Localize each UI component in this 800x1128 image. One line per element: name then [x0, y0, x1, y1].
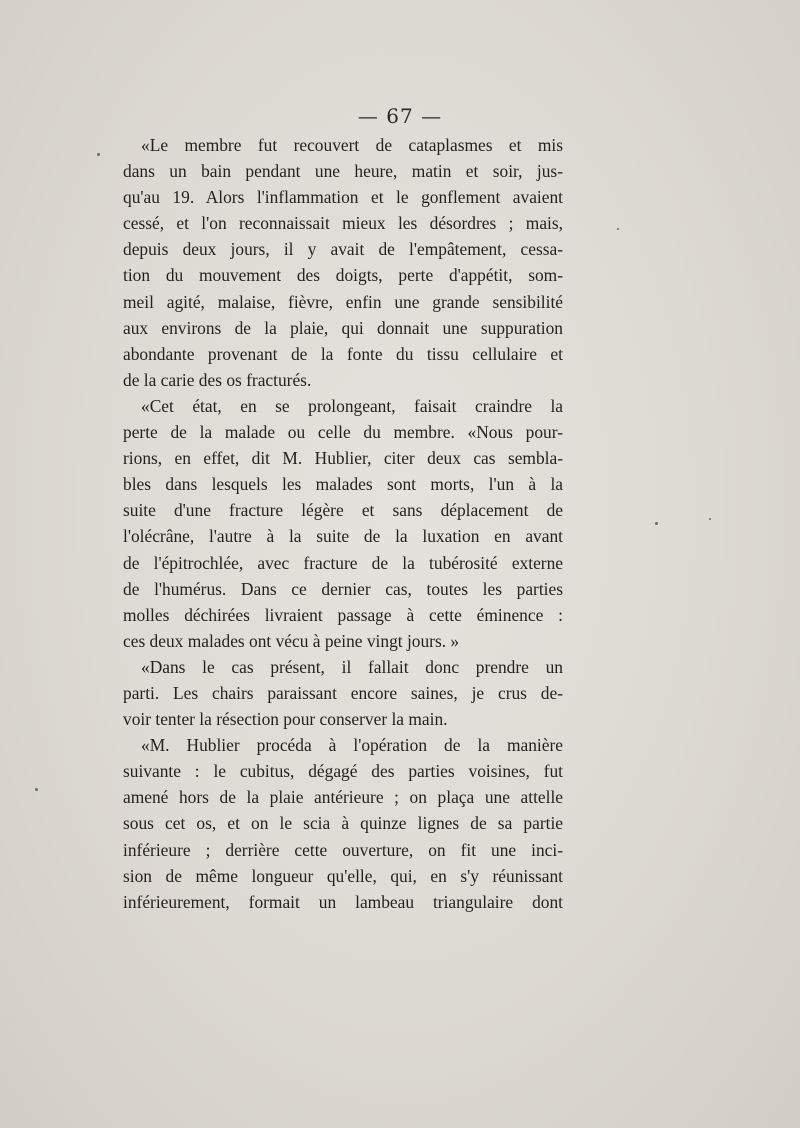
text-line: sion de même longueur qu'elle, qui, en s'y réunissant — [123, 865, 563, 886]
text-line: l'olécrâne, l'autre à la suite de la luxation en avant — [123, 526, 563, 547]
paper-speck — [97, 153, 100, 156]
text-line: suivante : le cubitus, dégagé des parties voisines, fut — [123, 761, 563, 782]
text-line: «M. Hublier procéda à l'opération de la manière — [141, 735, 563, 756]
text-line: tion du mouvement des doigts, perte d'appétit, som- — [123, 265, 563, 286]
text-line: depuis deux jours, il y avait de l'empâtement, cessa- — [123, 239, 563, 260]
paper-speck — [35, 788, 38, 791]
paper-speck — [709, 518, 711, 520]
text-line: bles dans lesquels les malades sont morts, l'un à la — [123, 474, 563, 495]
text-line: parti. Les chairs paraissant encore saines, je crus de- — [123, 682, 563, 703]
text-line: qu'au 19. Alors l'inflammation et le gonflement avaient — [123, 187, 563, 208]
page-number: — 67 — — [357, 104, 443, 128]
text-line: inférieure ; derrière cette ouverture, on fit une inci- — [123, 839, 563, 860]
text-line: «Le membre fut recouvert de cataplasmes et mis — [141, 135, 563, 155]
text-line: de l'épitrochlée, avec fracture de la tubérosité externe — [123, 552, 563, 573]
text-line: perte de la malade ou celle du membre. «Nous pour- — [123, 422, 563, 443]
text-line: abondante provenant de la fonte du tissu cellulaire et — [123, 343, 563, 364]
text-line: amené hors de la plaie antérieure ; on plaça une attelle — [123, 787, 563, 808]
text-line: «Cet état, en se prolongeant, faisait craindre la — [141, 395, 563, 416]
paper-speck — [655, 522, 658, 525]
paper-speck — [617, 228, 619, 230]
text-line: de la carie des os fracturés. — [123, 369, 312, 390]
body-text — [123, 132, 563, 915]
text-line: sous cet os, et on le scia à quinze lignes de sa partie — [123, 813, 563, 834]
text-line: dans un bain pendant une heure, matin et soir, jus- — [123, 161, 563, 182]
text-line: «Dans le cas présent, il fallait donc prendre un — [141, 656, 563, 677]
text-line: cessé, et l'on reconnaissait mieux les désordres ; mais, — [123, 213, 563, 234]
text-line: molles déchirées livraient passage à cette éminence : — [123, 604, 563, 625]
text-line: inférieurement, formait un lambeau triangulaire dont — [123, 891, 563, 912]
text-line: rions, en effet, dit M. Hublier, citer deux cas sembla- — [123, 448, 563, 469]
text-line: de l'humérus. Dans ce dernier cas, toutes les parties — [123, 578, 563, 599]
text-line: suite d'une fracture légère et sans déplacement de — [123, 500, 563, 521]
text-line: aux environs de la plaie, qui donnait une suppuration — [123, 317, 563, 338]
text-line: meil agité, malaise, fièvre, enfin une grande sensibilité — [123, 291, 563, 312]
text-line: voir tenter la résection pour conserver la main. — [123, 709, 448, 730]
text-line: ces deux malades ont vécu à peine vingt jours. » — [123, 630, 460, 651]
